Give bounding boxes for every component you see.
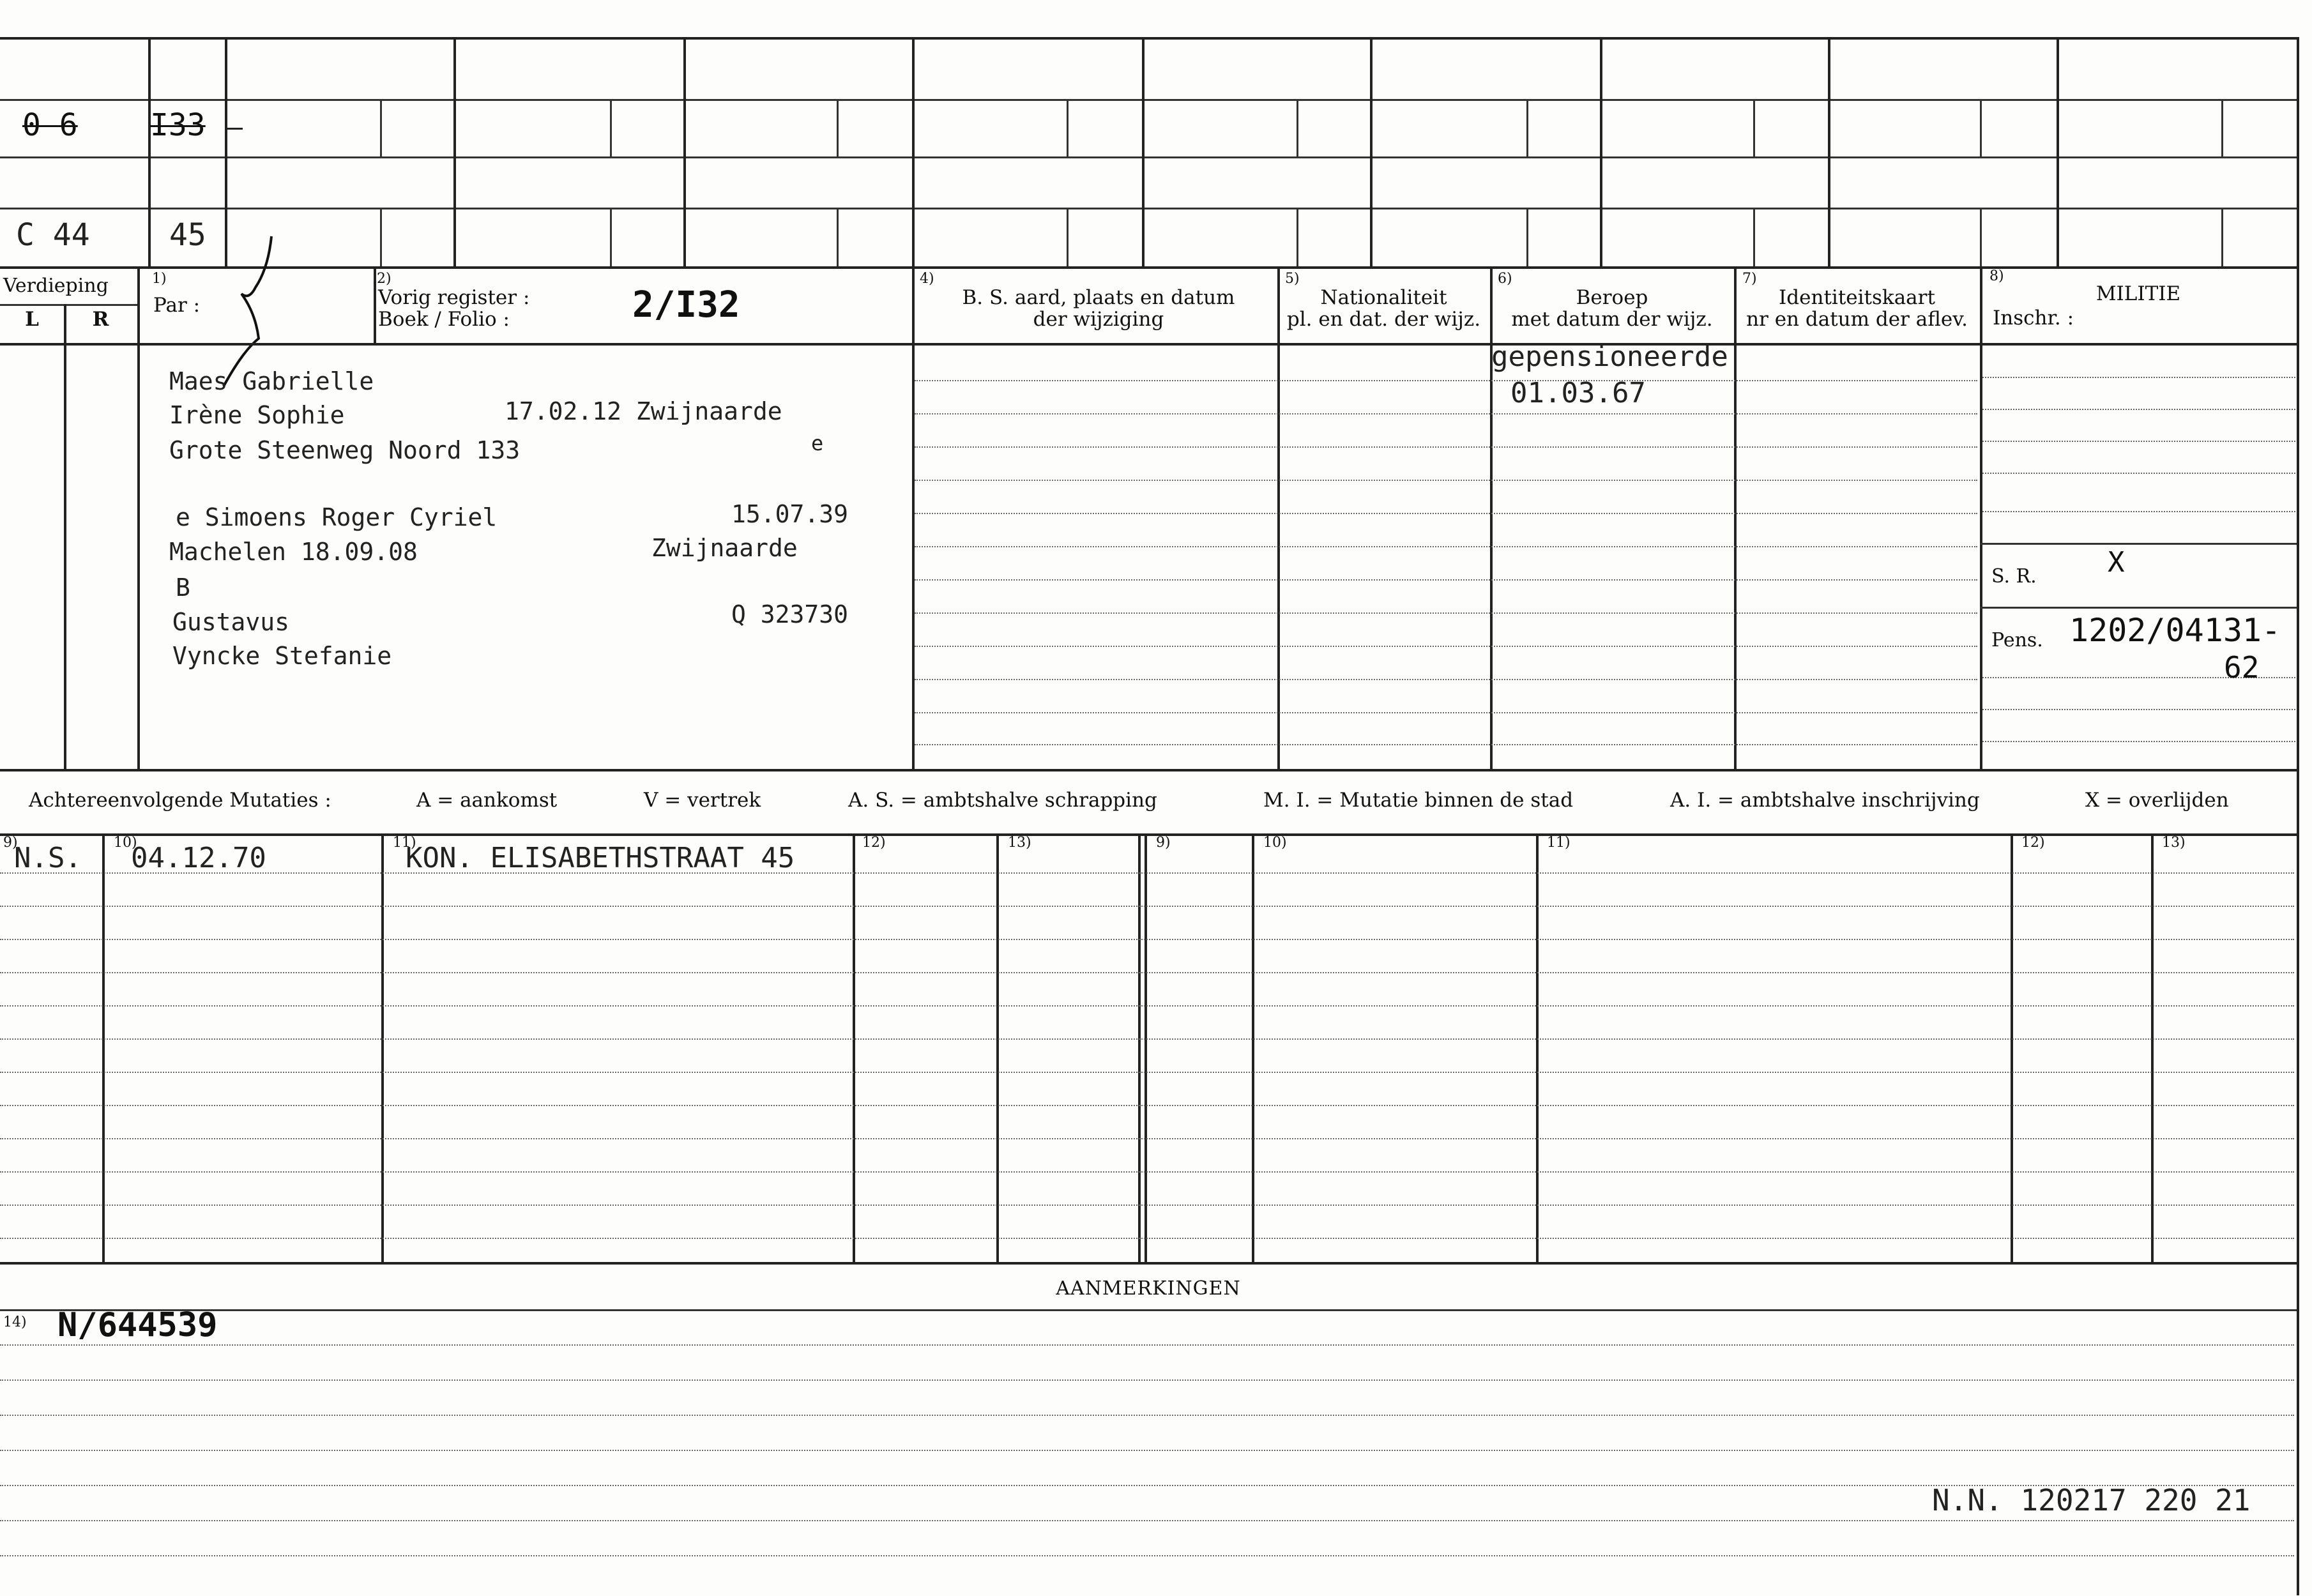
grid-vline <box>1370 37 1373 267</box>
bs-label-1: B. S. aard, plaats en datum <box>962 286 1235 309</box>
footnote-2: 2) <box>377 271 392 287</box>
legend-a: A = aankomst <box>416 789 558 812</box>
mutation-date: 04.12.70 <box>131 842 266 874</box>
person-block-bottom <box>0 769 2299 771</box>
mut-header-12: 12) <box>862 835 886 851</box>
mut-header-11b: 11) <box>1547 835 1570 851</box>
grid-line <box>0 99 2299 101</box>
father-name: Gustavus <box>172 608 290 636</box>
spouse-birth: Machelen 18.09.08 <box>169 538 418 566</box>
mut-header-11: 11) <box>393 835 416 851</box>
grid-vline <box>1828 37 1830 267</box>
grid-vline <box>1142 37 1145 267</box>
right-edge <box>2297 37 2299 1595</box>
identiteitskaart-label-2: nr en datum der aflev. <box>1746 308 1968 331</box>
pens-label: Pens. <box>1991 629 2043 651</box>
grid-vline <box>2057 37 2059 267</box>
footnote-4: 4) <box>920 271 934 287</box>
grid-vline <box>1600 37 1602 267</box>
beroep-date: 01.03.67 <box>1510 377 1646 409</box>
beroep-value: gepensioneerde <box>1491 340 1728 373</box>
legend-mi: M. I. = Mutatie binnen de stad <box>1263 789 1574 812</box>
mut-header-10: 10) <box>114 835 137 851</box>
mother-name: Vyncke Stefanie <box>172 642 392 670</box>
nationaliteit-label-2: pl. en dat. der wijz. <box>1286 308 1481 331</box>
birth-date-place: 17.02.12 Zwijnaarde <box>505 397 782 425</box>
marker-b: B <box>176 574 190 602</box>
grid-line <box>0 156 2299 158</box>
vorig-register-label: Vorig register : <box>378 286 530 309</box>
grid-vline <box>453 37 456 267</box>
top-border <box>0 37 2299 40</box>
identiteitskaart-label-1: Identiteitskaart <box>1779 286 1935 309</box>
boek-folio-label: Boek / Folio : <box>378 308 510 331</box>
legend-as: A. S. = ambtshalve schrapping <box>848 789 1157 812</box>
col-r-label: R <box>92 308 109 331</box>
register-value: 2/I32 <box>632 284 740 326</box>
mut-header-13b: 13) <box>2162 835 2186 851</box>
inschr-label: Inschr. : <box>1993 307 2074 330</box>
grid-vline <box>683 37 686 267</box>
spouse-name: e Simoens Roger Cyriel <box>176 503 498 531</box>
grid-line <box>0 208 2299 209</box>
pens-value-2: 62 <box>2224 650 2260 685</box>
footnote-14: 14) <box>3 1314 27 1330</box>
marriage-date: 15.07.39 <box>731 500 849 528</box>
national-number: N.N. 120217 220 21 <box>1932 1483 2251 1517</box>
par-label: Par : <box>153 294 201 317</box>
address-mark: e <box>811 431 824 455</box>
mutation-address: KON. ELISABETHSTRAAT 45 <box>406 842 795 874</box>
old-code-b: I33 <box>150 107 206 143</box>
sr-label: S. R. <box>1991 565 2037 588</box>
footnote-8: 8) <box>1989 268 2004 284</box>
mut-header-13: 13) <box>1008 835 1031 851</box>
mutation-type: N.S. <box>14 842 82 874</box>
footnote-7: 7) <box>1742 271 1757 287</box>
footnote-5: 5) <box>1285 271 1300 287</box>
verdieping-label: Verdieping <box>3 275 109 297</box>
person-firstnames: Irène Sophie <box>169 401 345 429</box>
mut-header-12b: 12) <box>2021 835 2045 851</box>
address: Grote Steenweg Noord 133 <box>169 436 521 464</box>
code-b: 45 <box>169 217 206 253</box>
remark-code: N/644539 <box>57 1306 218 1344</box>
footnote-1: 1) <box>152 271 167 287</box>
person-name: Maes Gabrielle <box>169 367 374 395</box>
id-number: Q 323730 <box>731 600 849 628</box>
old-code-a: 0 6 <box>22 107 78 143</box>
legend-x: X = overlijden <box>2085 789 2229 812</box>
grid-vline <box>912 37 915 267</box>
beroep-label-1: Beroep <box>1576 286 1648 309</box>
beroep-label-2: met datum der wijz. <box>1511 308 1713 331</box>
legend-title: Achtereenvolgende Mutaties : <box>29 789 331 812</box>
mut-header-10b: 10) <box>1263 835 1287 851</box>
legend-v: V = vertrek <box>644 789 761 812</box>
sr-value: X <box>2108 546 2125 579</box>
footnote-6: 6) <box>1498 271 1512 287</box>
mut-header-9b: 9) <box>1156 835 1171 851</box>
pens-value-1: 1202/04131- <box>2069 612 2281 649</box>
bs-label-2: der wijziging <box>1033 308 1164 331</box>
aanmerkingen-title: AANMERKINGEN <box>1056 1277 1241 1300</box>
code-a: C 44 <box>16 217 90 253</box>
nationaliteit-label-1: Nationaliteit <box>1320 286 1447 309</box>
mut-header-9: 9) <box>3 835 18 851</box>
col-l-label: L <box>25 308 39 331</box>
legend-ai: A. I. = ambtshalve inschrijving <box>1670 789 1980 812</box>
militie-label: MILITIE <box>2095 282 2181 305</box>
grid-vline <box>148 37 151 267</box>
marriage-place: Zwijnaarde <box>651 534 798 562</box>
